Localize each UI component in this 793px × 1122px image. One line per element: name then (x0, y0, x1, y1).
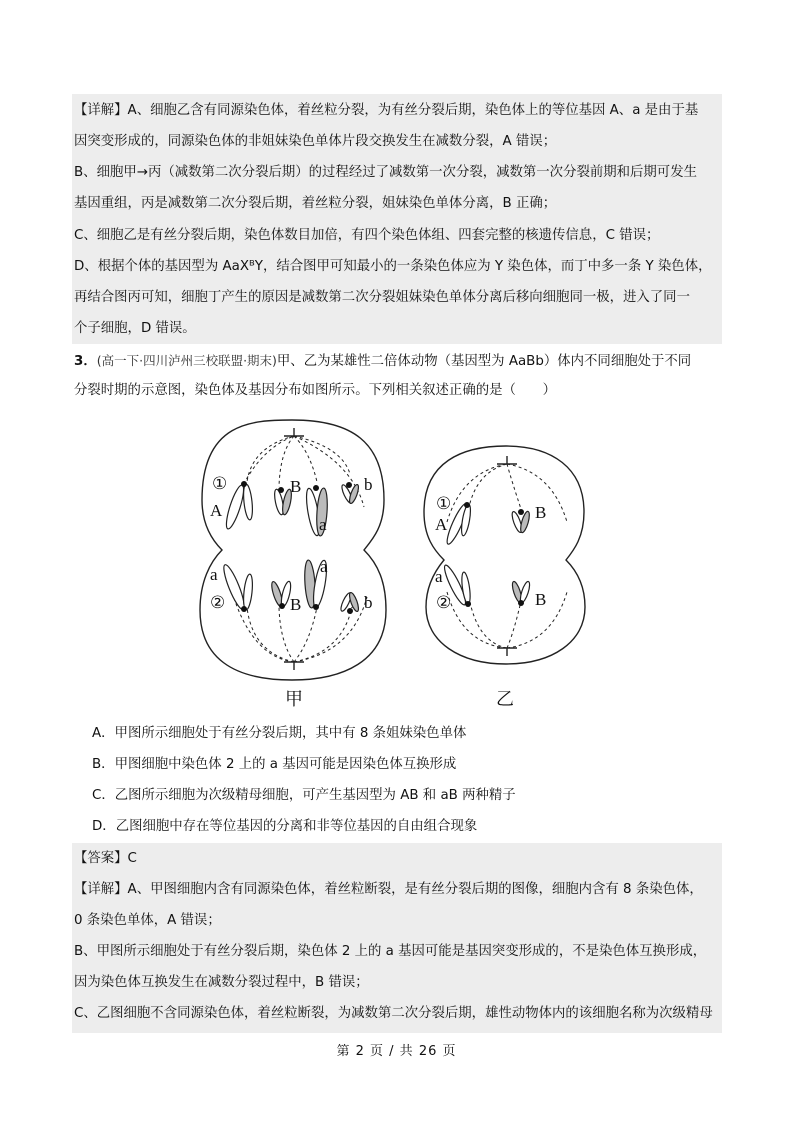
explain-line: 【详解】A、细胞乙含有同源染色体，着丝粒分裂，为有丝分裂后期，染色体上的等位基因 A、a 是由于基 (74, 103, 699, 118)
explain-line: C、细胞乙是有丝分裂后期，染色体数目加倍，有四个染色体组、四套完整的核遗传信息，C 错误； (74, 228, 660, 243)
question-stem-text: 甲、乙为某雄性二倍体动物（基因型为 AaBb）体内不同细胞处于不同 (276, 354, 692, 369)
answer-explain-line: B、甲图所示细胞处于有丝分裂后期，染色体 2 上的 a 基因可能是基因突变形成的，不是染色体互换形成， (74, 944, 707, 959)
option-b: B．甲图细胞中染色体 2 上的 a 基因可能是因染色体互换形成 (92, 757, 457, 772)
question-number: 3． (74, 354, 97, 369)
answer-block-shade (72, 843, 722, 1033)
label-B: B (290, 477, 302, 496)
chromatid (242, 574, 254, 611)
option-d: D．乙图细胞中存在等位基因的分离和非等位基因的自由组合现象 (92, 819, 478, 834)
label-a: a (320, 557, 328, 576)
cell-jia-outline (200, 420, 386, 680)
label-1: ① (212, 474, 228, 493)
label-a: a (319, 515, 327, 534)
cell-division-figure (192, 412, 612, 712)
caption-yi: 乙 (496, 689, 514, 710)
label-b: b (364, 475, 373, 494)
answer-explain-line: 【详解】A、甲图细胞内含有同源染色体，着丝粒断裂，是有丝分裂后期的图像，细胞内含有 8 条染色体， (74, 882, 703, 897)
label-B: B (535, 590, 547, 609)
label-b: b (364, 593, 373, 612)
explanation-block-shade (72, 94, 722, 344)
label-a: a (435, 567, 443, 586)
explain-line: D、根据个体的基因型为 AaXᴮY，结合图甲可知最小的一条染色体应为 Y 染色体，而丁中多一条 Y 染色体， (74, 259, 712, 274)
explain-line: 因突变形成的，同源染色体的非姐妹染色单体片段交换发生在减数分裂，A 错误； (74, 134, 557, 149)
explain-line: 个子细胞，D 错误。 (74, 321, 196, 336)
label-A: A (210, 501, 223, 520)
option-c: C．乙图所示细胞为次级精母细胞，可产生基因型为 AB 和 aB 两种精子 (92, 788, 516, 803)
label-A: A (435, 515, 448, 534)
option-a: A．甲图所示细胞处于有丝分裂后期，其中有 8 条姐妹染色单体 (92, 726, 467, 741)
answer-explain-line: 0 条染色单体，A 错误； (74, 913, 221, 928)
label-2: ② (210, 593, 226, 612)
question-stem (74, 353, 691, 370)
chromatid (242, 484, 254, 521)
label-B: B (535, 503, 547, 522)
question-source: (高一下·四川泸州三校联盟·期末) (96, 353, 277, 368)
label-a: a (210, 565, 218, 584)
page-footer: 第 2 页 / 共 26 页 (336, 1044, 457, 1059)
explain-line: B、细胞甲→丙（减数第二次分裂后期）的过程经过了减数第一次分裂，减数第一次分裂前期和后期可发生 (74, 165, 697, 180)
label-B: B (290, 595, 302, 614)
label-2: ② (436, 593, 452, 612)
explain-line: 基因重组，丙是减数第二次分裂后期，着丝粒分裂，姐妹染色单体分离，B 正确； (74, 196, 557, 211)
label-1: ① (436, 494, 452, 513)
cell-yi-outline (424, 446, 585, 664)
answer-explain-line: 因为染色体互换发生在减数分裂过程中，B 错误； (74, 975, 369, 990)
answer-label: 【答案】C (74, 851, 137, 866)
question-stem-line2: 分裂时期的示意图，染色体及基因分布如图所示。下列相关叙述正确的是（ ） (74, 383, 557, 398)
explain-line: 再结合图丙可知，细胞丁产生的原因是减数第二次分裂姐妹染色单体分离后移向细胞同一极，进入了同一 (74, 290, 690, 305)
caption-jia: 甲 (285, 689, 303, 710)
answer-explain-line: C、乙图细胞不含同源染色体，着丝粒断裂，为减数第二次分裂后期，雄性动物体内的该细胞名称为次级精母 (74, 1006, 713, 1021)
